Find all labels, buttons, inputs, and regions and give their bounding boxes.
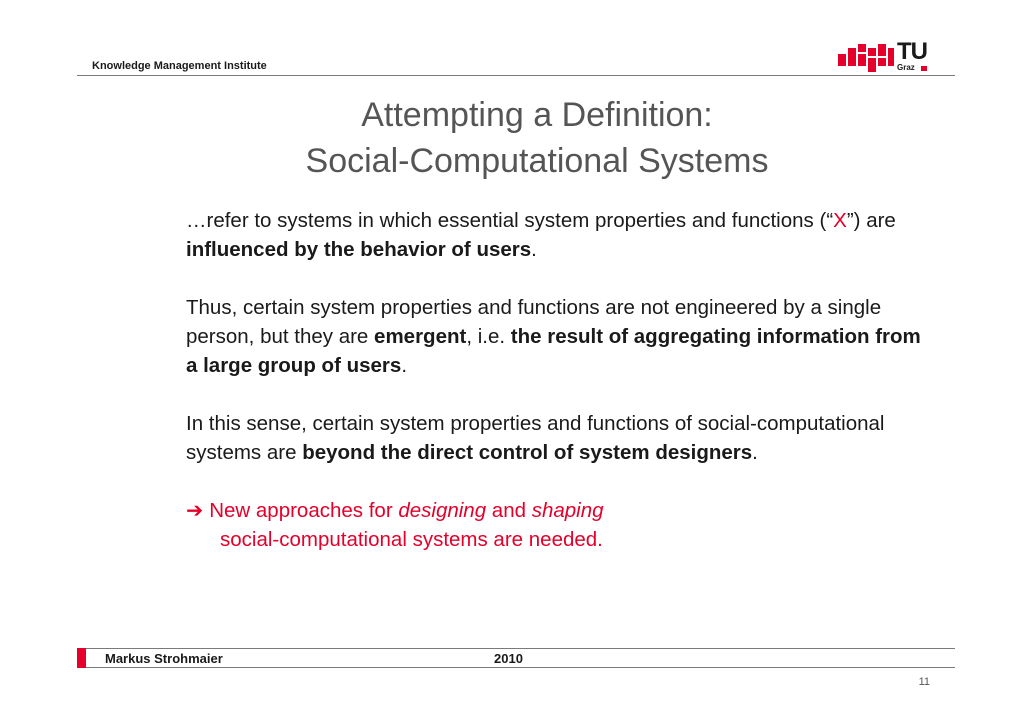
logo-block	[858, 54, 866, 66]
conclusion	[186, 496, 926, 554]
bold-run: the result of aggregating information from a large group of users	[186, 325, 921, 377]
text-run: .	[531, 238, 537, 261]
text-run: Thus, certain system properties and functions are not engineered by a single person, but they are	[186, 296, 882, 348]
footer-year: 2010	[494, 651, 523, 666]
logo-block	[858, 44, 866, 52]
footer-author: Markus Strohmaier	[105, 651, 223, 666]
slide-body	[186, 206, 926, 583]
title-line-2: Social-Computational Systems	[305, 142, 769, 180]
footer-rule-bottom	[77, 667, 955, 668]
text-run: , i.e.	[466, 325, 511, 348]
italic-run: designing	[398, 499, 487, 522]
logo-block	[868, 48, 876, 56]
logo-wordmark: TU	[897, 38, 927, 65]
paragraph-control	[186, 409, 926, 467]
text-run: .	[752, 441, 758, 464]
paragraph-definition	[186, 206, 926, 264]
title-line-1: Attempting a Definition:	[361, 96, 713, 134]
highlight-x: X	[833, 209, 847, 232]
text-run: ”) are	[846, 209, 896, 232]
tu-graz-logo	[838, 38, 934, 74]
text-run: New approaches for	[209, 499, 399, 522]
text-run: In this sense, certain system properties and functions of social-computational systems are	[186, 412, 885, 464]
bold-run: emergent	[374, 325, 467, 348]
logo-block	[878, 44, 886, 56]
text-run: …refer to systems in which essential system properties and functions (“	[186, 209, 834, 232]
conclusion-line-2: social-computational systems are needed.	[220, 528, 603, 551]
bold-run: beyond the direct control of system designers	[302, 441, 753, 464]
footer-rule-top	[77, 648, 955, 649]
institute-name: Knowledge Management Institute	[92, 60, 267, 72]
logo-subtitle: Graz	[897, 63, 915, 72]
slide-title	[200, 92, 874, 184]
logo-block	[868, 58, 876, 72]
italic-run: shaping	[531, 499, 604, 522]
bold-run: influenced by the behavior of users	[186, 238, 532, 261]
footer-red-bar	[77, 648, 86, 668]
page-number: 11	[918, 676, 930, 688]
header-rule	[77, 75, 955, 76]
text-run: .	[401, 354, 408, 377]
logo-block	[838, 54, 846, 66]
text-run: and	[486, 499, 532, 522]
logo-dot	[921, 66, 927, 71]
logo-block	[888, 48, 894, 66]
logo-block	[848, 48, 856, 66]
logo-block	[878, 58, 886, 66]
arrow-icon: ➔	[186, 499, 204, 522]
paragraph-emergent	[186, 293, 926, 380]
